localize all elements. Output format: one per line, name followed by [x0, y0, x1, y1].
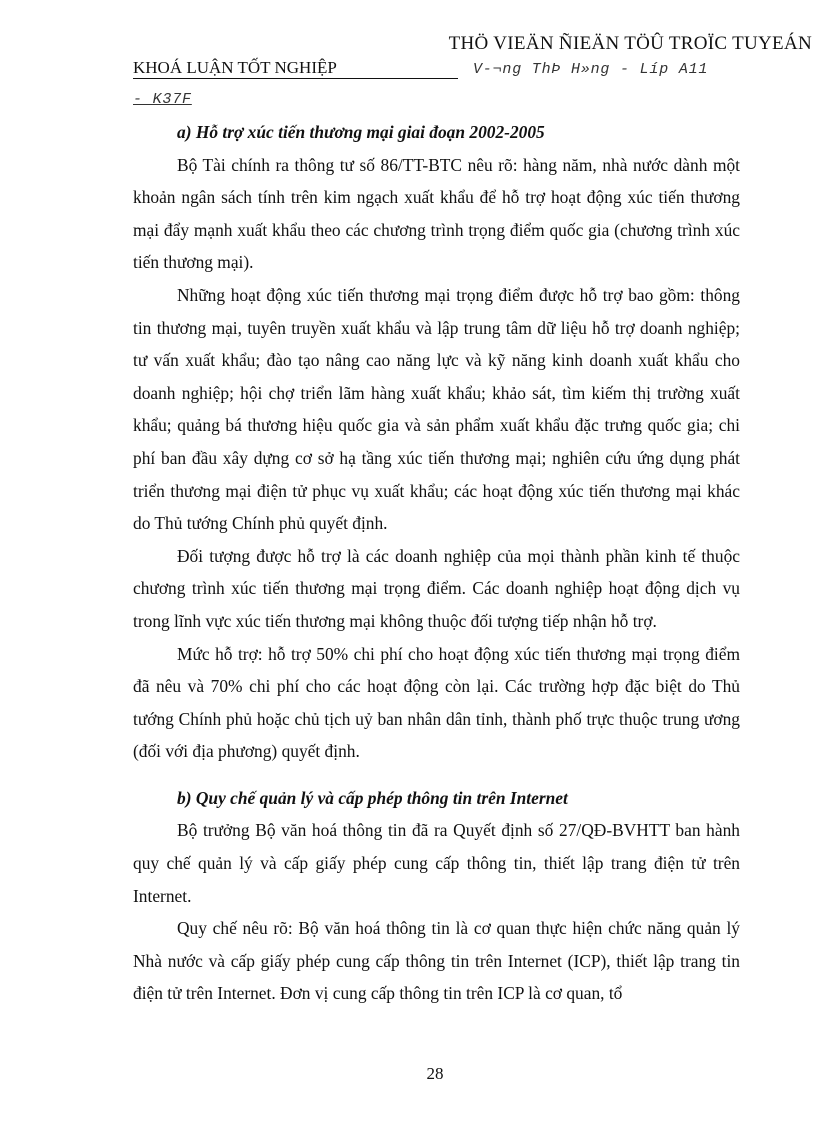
section-b-paragraph-1: Bộ trưởng Bộ văn hoá thông tin đã ra Quyết định số 27/QĐ-BVHTT ban hành quy chế quản lý và cấp giấy phép cung cấp thông tin, thiết lập trang điện tử trên Internet.	[133, 820, 740, 906]
section-a-paragraph-4: Mức hỗ trợ: hỗ trợ 50% chi phí cho hoạt động xúc tiến thương mại trọng điểm đã nêu và 70% chi phí cho các hoạt động còn lại. Các trường hợp đặc biệt do Thủ tướng Chính phủ hoặc chủ tịch uỷ ban nhân dân tỉnh, thành phố trực thuộc trung ương (đối với địa phương) quyết định.	[133, 643, 740, 762]
section-a-heading: a) Hỗ trợ xúc tiến thương mại giai đoạn 2002-2005	[177, 122, 545, 142]
section-a-paragraph-2: Những hoạt động xúc tiến thương mại trọng điểm được hỗ trợ bao gồm: thông tin thương mại, tuyên truyền xuất khẩu và lập trung tâm dữ liệu hỗ trợ doanh nghiệp; tư vấn xuất khẩu; đào tạo nâng cao năng lực và kỹ năng kinh doanh xuất khẩu cho doanh nghiệp; hội chợ triển lãm hàng xuất khẩu; khảo sát, tìm kiếm thị trường xuất khẩu; quảng bá thương hiệu quốc gia và sản phẩm xuất khẩu đặc trưng quốc gia; chi phí ban đầu xây dựng cơ sở hạ tầng xúc tiến thương mại; nghiên cứu ứng dụng phát triển thương mại điện tử phục vụ xuất khẩu; các hoạt động xúc tiến thương mại khác do Thủ tướng Chính phủ quyết định.	[133, 284, 740, 534]
header-author: V-¬ng ThÞ H»ng - Líp A11	[473, 61, 709, 78]
page-body	[133, 116, 740, 1010]
watermark-text: THÖ VIEÄN ÑIEÄN TÖÛ TROÏC TUYEÁN	[448, 33, 812, 54]
page-number: 28	[426, 1064, 444, 1083]
section-a-paragraph-3: Đối tượng được hỗ trợ là các doanh nghiệp của mọi thành phần kinh tế thuộc chương trình xúc tiến thương mại trọng điểm. Các doanh nghiệp hoạt động dịch vụ trong lĩnh vực xúc tiến thương mại không thuộc đối tượng tiếp nhận hỗ trợ.	[133, 545, 740, 631]
header-thesis-title: KHOÁ LUẬN TỐT NGHIỆP	[133, 58, 458, 79]
section-b-heading: b) Quy chế quản lý và cấp phép thông tin trên Internet	[177, 787, 568, 808]
section-b-paragraph-2: Quy chế nêu rõ: Bộ văn hoá thông tin là cơ quan thực hiện chức năng quản lý Nhà nước và cấp giấy phép cung cấp thông tin trên Internet (ICP), thiết lập trang tin điện tử trên Internet. Đơn vị cung cấp thông tin trên ICP là cơ quan, tổ	[133, 918, 740, 1004]
section-a-paragraph-1: Bộ Tài chính ra thông tư số 86/TT-BTC nêu rõ: hàng năm, nhà nước dành một khoản ngân sách tính trên kim ngạch xuất khẩu để hỗ trợ hoạt động xúc tiến thương mại đẩy mạnh xuất khẩu theo các chương trình trọng điểm quốc gia (chương trình xúc tiến thương mại).	[133, 154, 740, 273]
header-author-cont: - K37F	[133, 91, 192, 108]
